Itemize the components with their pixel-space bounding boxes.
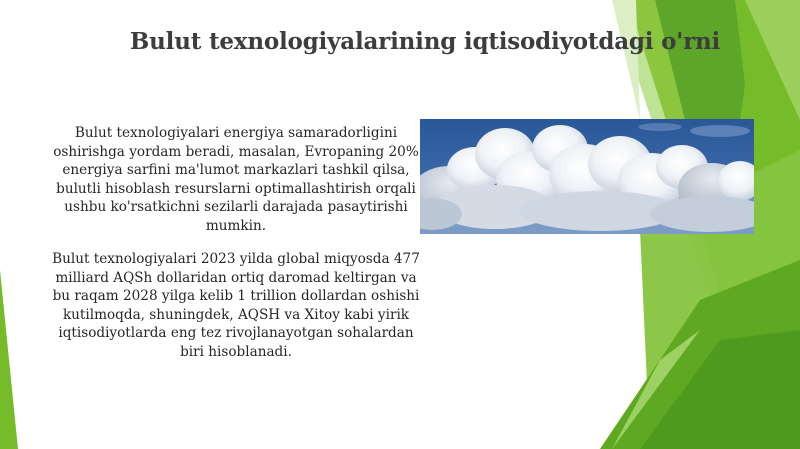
slide-title: Bulut texnologiyalarining iqtisodiyotdagi o'rni (129, 28, 721, 55)
body-paragraph-2: Bulut texnologiyalari 2023 yilda global miqyosda 477 milliard AQSh dollaridan ortiq daromad keltirgan va bu raqam 2028 yilga kelib 1 trillion dollardan oshishi kutilmoqda, shuningdek, AQSH va Xitoy kabi yirik iqtisodiyotlarda eng tez rivojlanayotgan sohalardan biri hisoblanadi. (52, 251, 420, 360)
body-paragraph-1: Bulut texnologiyalari energiya samaradorligini oshirishga yordam beradi, masalan, Evropaning 20% energiya sarfini ma'lumot markazlari tashkil qilsa, bulutli hisoblash resurslarni optimallashtirish orqali ushbu ko'rsatkichni sezilarli darajada pasaytirishi mumkin. (53, 125, 419, 234)
clouds-photo (420, 119, 754, 234)
